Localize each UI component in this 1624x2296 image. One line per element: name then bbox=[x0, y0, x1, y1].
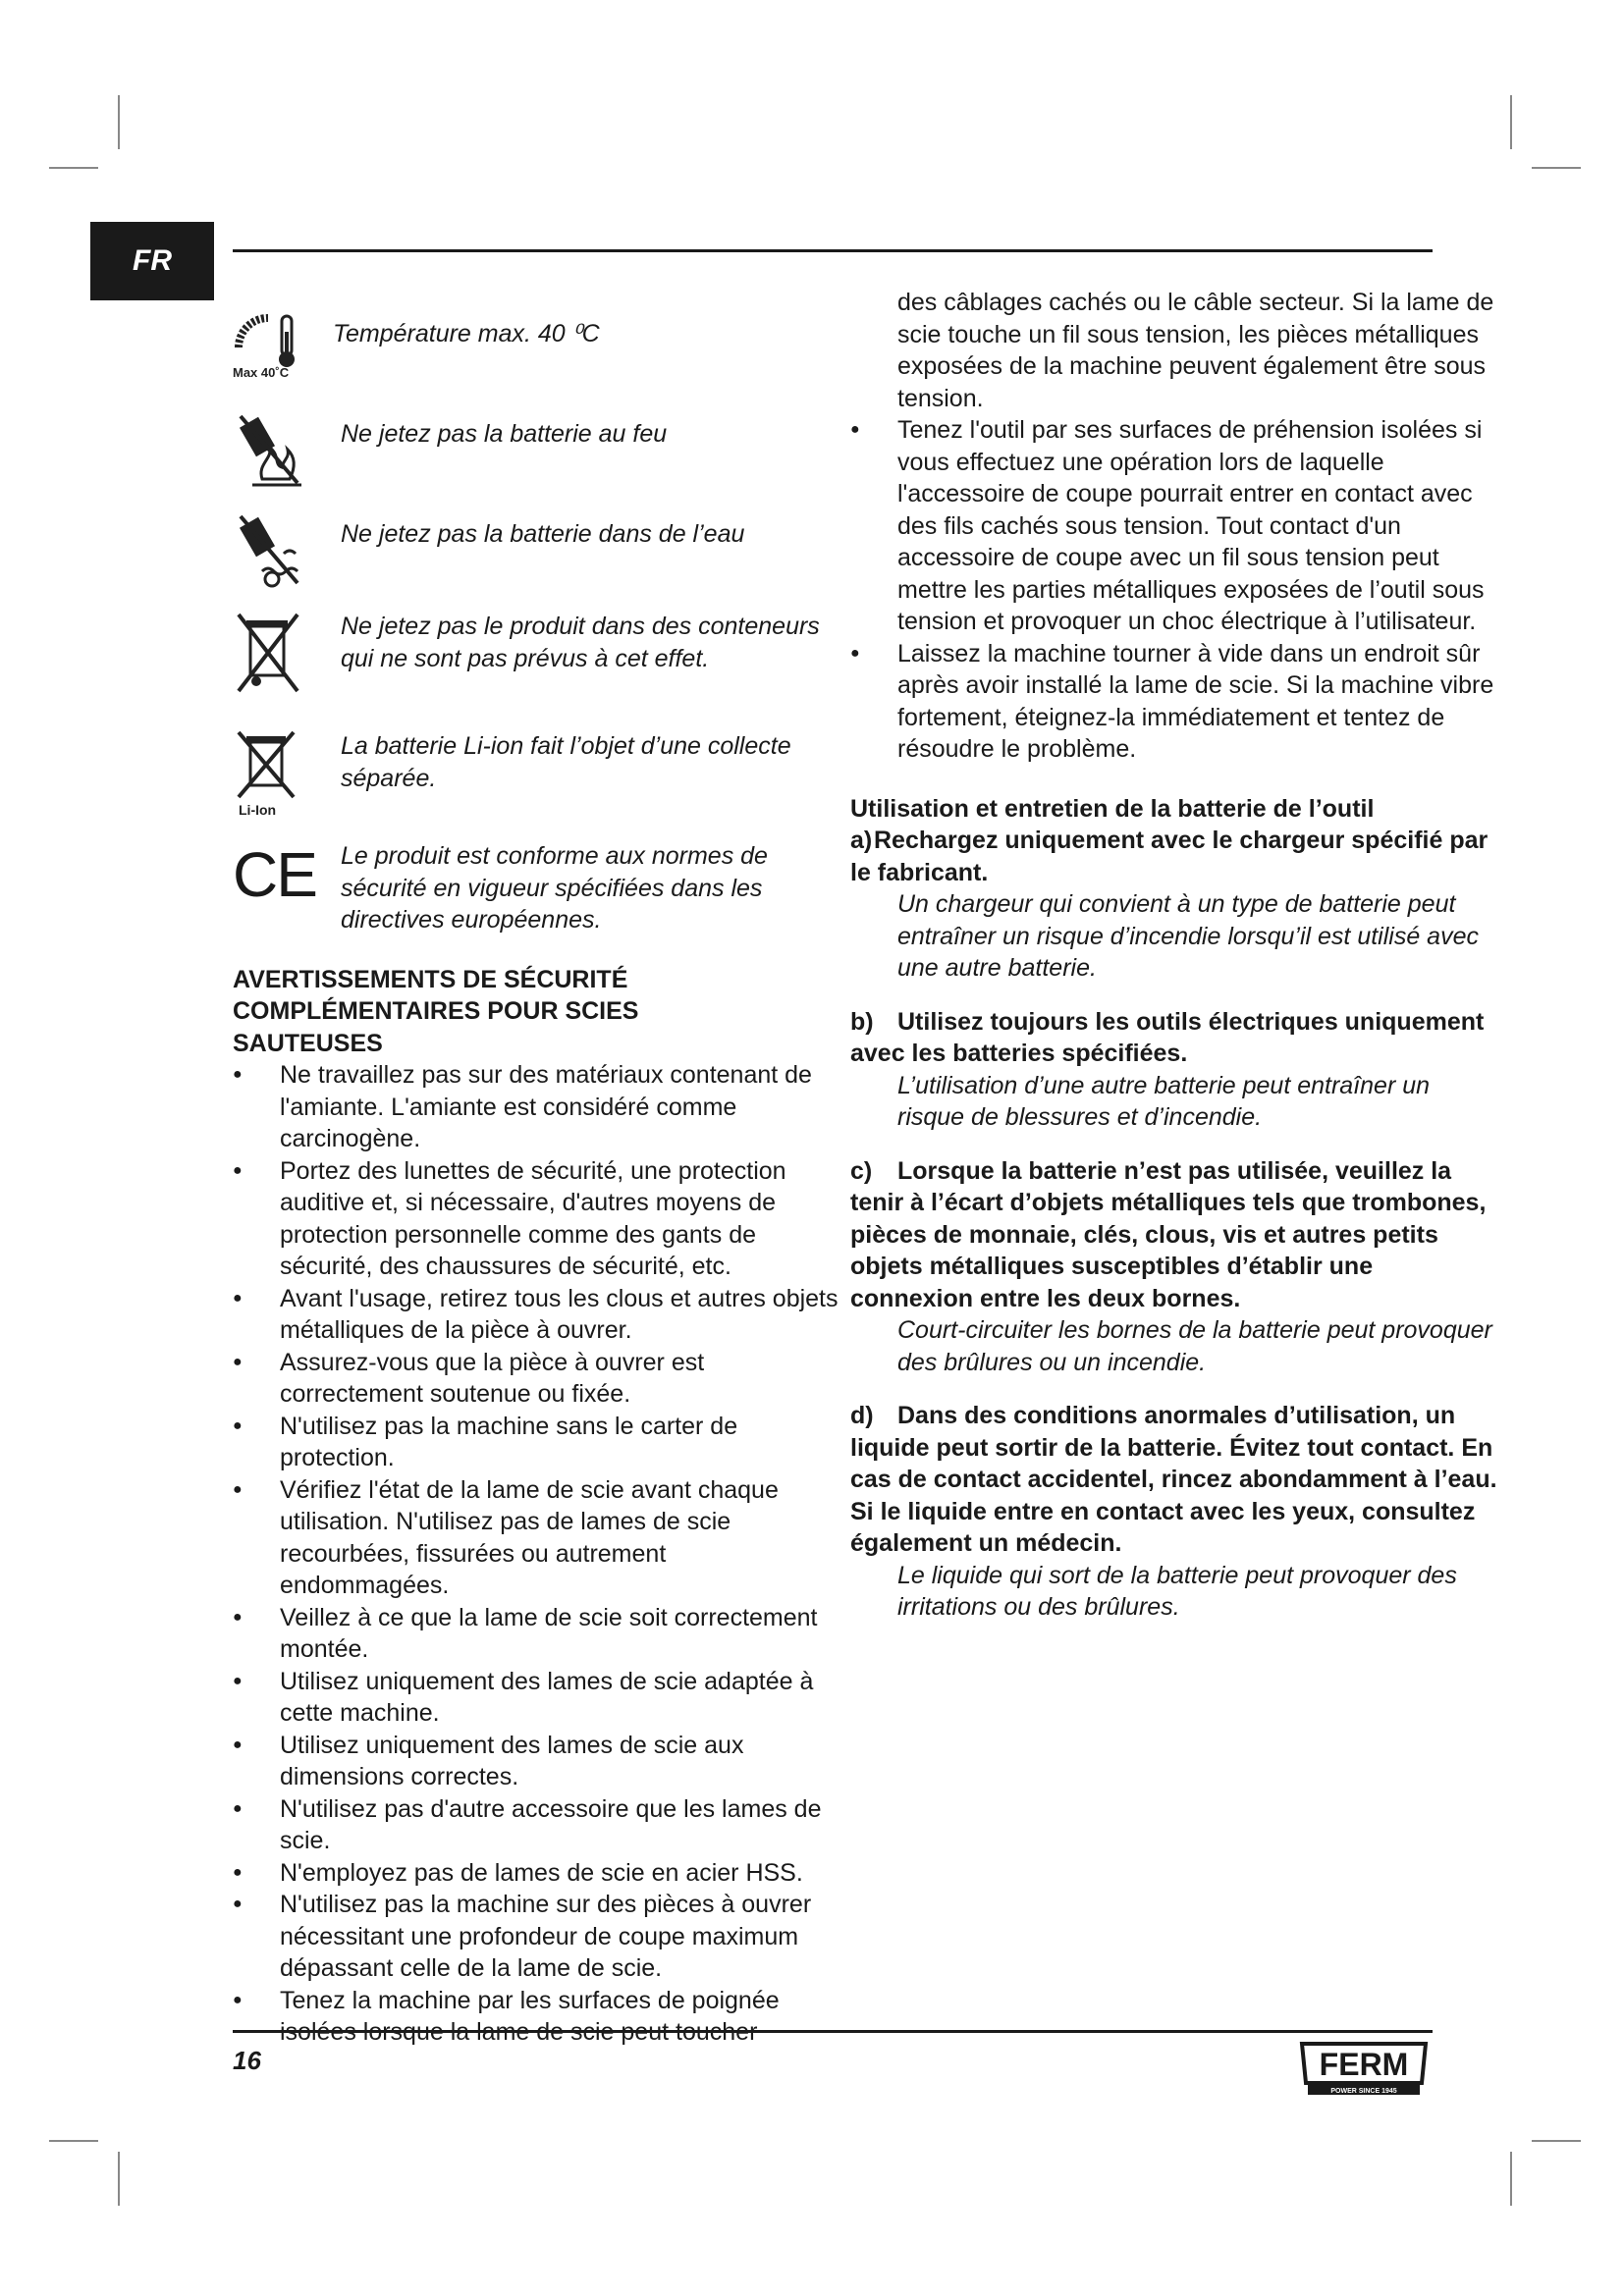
battery-item-d bbox=[850, 1400, 1498, 1624]
thermometer-caption: Max 40˚C bbox=[233, 365, 290, 379]
symbol-text: La batterie Li-ion fait l’objet d’une collecte séparée. bbox=[341, 732, 791, 792]
item-explanation: Court-circuiter les bornes de la batterie peut provoquer des brûlures ou un incendie. bbox=[897, 1316, 1492, 1376]
item-label: a) bbox=[850, 827, 873, 854]
battery-water-icon bbox=[233, 510, 341, 589]
li-ion-caption: Li-Ion bbox=[239, 802, 277, 818]
item-heading: Rechargez uniquement avec le chargeur spécifié par le fabricant. bbox=[850, 827, 1489, 886]
symbol-text: Ne jetez pas le produit dans des conteneurs qui ne sont pas prévus à cet effet. bbox=[341, 613, 820, 672]
ce-mark-icon bbox=[233, 840, 341, 909]
item-heading: Utilisez toujours les outils électriques uniquement avec les batteries spécifiées. bbox=[850, 1007, 1485, 1067]
battery-item-c bbox=[850, 1155, 1498, 1379]
item-explanation: L’utilisation d’une autre batterie peut entraîner un risque de blessures et d’incendie. bbox=[897, 1071, 1431, 1131]
symbol-row bbox=[233, 510, 841, 589]
bullet-item: ● Portez des lunettes de sécurité, une protection auditive et, si nécessaire, d'autres moyens de protection personnelle comme des gants de sécurité, des chaussures de sécurité, etc. bbox=[233, 1155, 841, 1283]
symbol-row bbox=[233, 410, 841, 489]
li-ion-bin-icon bbox=[233, 730, 341, 819]
ce-mark-text: CE bbox=[233, 839, 316, 910]
symbol-text: Ne jetez pas la batterie dans de l’eau bbox=[341, 520, 745, 548]
bullet-item: ● N'utilisez pas la machine sur des pièces à ouvrer nécessitant une profondeur de coupe maximum dépassant celle de la lame de scie. bbox=[233, 1889, 841, 1985]
crop-mark bbox=[1510, 2152, 1512, 2206]
ferm-logo bbox=[1294, 2040, 1434, 2099]
symbol-row bbox=[233, 840, 841, 936]
crop-mark bbox=[1532, 2140, 1581, 2142]
item-label: c) bbox=[850, 1156, 873, 1185]
thermometer-max40-icon bbox=[231, 310, 339, 389]
bullet-item: ● Tenez la machine par les surfaces de poignée isolées lorsque la lame de scie peut toucher bbox=[233, 1985, 841, 2049]
symbol-text: Température max. 40 ⁰C bbox=[333, 320, 600, 347]
item-heading: Lorsque la batterie n’est pas utilisée, veuillez la tenir à l’écart d’objets métalliques tels que trombones, pièces de monnaie, clés, clous, vis et autres petits objets métalliques susceptibles d’établir une connexion entre les deux bornes. bbox=[850, 1156, 1487, 1312]
symbol-row bbox=[233, 730, 841, 819]
crop-mark bbox=[1510, 95, 1512, 149]
battery-item-a bbox=[850, 825, 1498, 985]
crop-mark bbox=[118, 2152, 120, 2206]
crop-mark bbox=[118, 95, 120, 149]
logo-tagline: POWER SINCE 1945 bbox=[1330, 2088, 1397, 2095]
symbol-text: Ne jetez pas la batterie au feu bbox=[341, 420, 668, 448]
battery-section-title: Utilisation et entretien de la batterie de l’outil bbox=[850, 794, 1375, 823]
bullet-item: ● Assurez-vous que la pièce à ouvrer est correctement soutenue ou fixée. bbox=[233, 1347, 841, 1411]
continued-text: des câblages cachés ou le câble secteur. Si la lame de scie touche un fil sous tension, les pièces métalliques exposées de la machine peuvent également être sous tension. bbox=[897, 289, 1494, 412]
battery-item-b bbox=[850, 1006, 1498, 1134]
item-label: b) bbox=[850, 1007, 874, 1036]
bullet-item: ● Veillez à ce que la lame de scie soit correctement montée. bbox=[233, 1602, 841, 1666]
page-number: 16 bbox=[233, 2046, 261, 2075]
item-label: d) bbox=[850, 1402, 874, 1429]
bullet-item: ● Vérifiez l'état de la lame de scie avant chaque utilisation. N'utilisez pas de lames de scie recourbées, fissurées ou autrement endommagées. bbox=[233, 1474, 841, 1602]
crop-mark bbox=[49, 2140, 98, 2142]
bullet-item: ● Ne travaillez pas sur des matériaux contenant de l'amiante. L'amiante est considéré comme carcinogène. bbox=[233, 1059, 841, 1155]
right-bullet-list bbox=[850, 414, 1498, 766]
symbol-text: Le produit est conforme aux normes de sécurité en vigueur spécifiées dans les directives européennes. bbox=[341, 842, 768, 934]
bullet-item: ● Utilisez uniquement des lames de scie aux dimensions correctes. bbox=[233, 1730, 841, 1793]
crop-mark bbox=[49, 167, 98, 169]
right-column bbox=[850, 287, 1498, 1624]
item-heading: Dans des conditions anormales d’utilisation, un liquide peut sortir de la batterie. Évitez tout contact. En cas de contact accidentel, rincez abondamment à l’eau. Si le liquide entre en contact avec les yeux, consultez également un médecin. bbox=[850, 1402, 1497, 1557]
battery-fire-icon bbox=[233, 410, 341, 489]
logo-wordmark: FERM bbox=[1319, 2047, 1409, 2082]
symbol-row bbox=[233, 611, 841, 709]
section-title: AVERTISSEMENTS DE SÉCURITÉ COMPLÉMENTAIRES POUR SCIES SAUTEUSES bbox=[233, 965, 639, 1057]
bullet-item: ● Avant l'usage, retirez tous les clous et autres objets métalliques de la pièce à ouvrer. bbox=[233, 1283, 841, 1347]
safety-bullet-list bbox=[233, 1059, 841, 2049]
item-explanation: Un chargeur qui convient à un type de batterie peut entraîner un risque d’incendie lorsqu’il est utilisé avec une autre batterie. bbox=[897, 890, 1479, 982]
language-tab: FR bbox=[90, 222, 214, 300]
bullet-item: ● N'employez pas de lames de scie en acier HSS. bbox=[233, 1857, 841, 1890]
bullet-item: ● N'utilisez pas la machine sans le carter de protection. bbox=[233, 1411, 841, 1474]
left-column bbox=[233, 310, 841, 2049]
bullet-item: ● N'utilisez pas d'autre accessoire que les lames de scie. bbox=[233, 1793, 841, 1857]
header-rule bbox=[233, 249, 1433, 252]
crossed-bin-icon bbox=[233, 611, 341, 709]
symbol-row bbox=[233, 310, 841, 389]
bullet-item: ● Laissez la machine tourner à vide dans un endroit sûr après avoir installé la lame de scie. Si la machine vibre fortement, éteignez-la immédiatement et tentez de résoudre le problème. bbox=[850, 638, 1498, 766]
crop-mark bbox=[1532, 167, 1581, 169]
bullet-item: ● Tenez l'outil par ses surfaces de préhension isolées si vous effectuez une opération lors de laquelle l'accessoire de coupe pourrait entrer en contact avec des fils cachés sous tension. Tout contact d'un accessoire de coupe avec un fil sous tension peut mettre les parties métalliques exposées de l’outil sous tension et provoquer un choc électrique à l’utilisateur. bbox=[850, 414, 1498, 638]
item-explanation: Le liquide qui sort de la batterie peut provoquer des irritations ou des brûlures. bbox=[897, 1561, 1457, 1621]
bullet-item: ● Utilisez uniquement des lames de scie adaptée à cette machine. bbox=[233, 1666, 841, 1730]
